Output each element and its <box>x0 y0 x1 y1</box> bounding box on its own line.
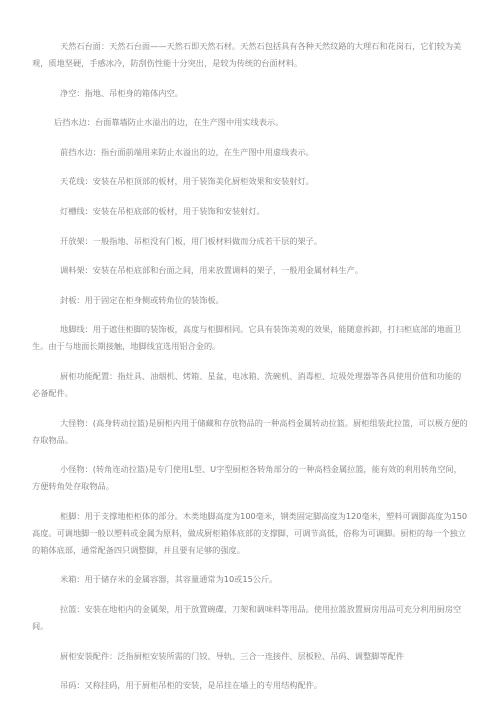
paragraph-kickboard: 地脚线：用于遮住柜脚的装饰板，高度与柜脚相同。它具有装饰美观的效果，能随意拆卸，打扫柜底部的地面卫生。由于与地面长期接触，地脚线宜选用铝合金的。 <box>32 324 462 352</box>
paragraph-front-water-edge: 前挡水边：指台面前端用来防止水溢出的边，在生产图中用虚线表示。 <box>60 146 314 157</box>
paragraph-natural-stone-countertop: 天然石台面：天然石台面——天然石即天然石材。天然石包括具有各种天然纹路的大理石和花岗石，它们较为美观，质地坚硬，手感冰冷，防刮伤性能十分突出，是较为传统的台面材料。 <box>32 41 462 68</box>
paragraph-open-shelf: 开放架：一般指地、吊柜没有门板，用门板材料做而分成若干层的架子。 <box>60 235 323 246</box>
paragraph-big-monster-basket: 大怪物：(高身转动拉篮)是厨柜内用于储藏和存放物品的一种高档金属转动拉篮。厨柜组装此拉篮，可以极方便的存取物品。 <box>32 417 468 445</box>
paragraph-filler-panel: 封板：用于固定在柜身侧或转角位的装饰板。 <box>60 294 224 305</box>
document-page <box>32 38 468 707</box>
paragraph-pull-basket: 拉篮：安装在地柜内的金属架，用于放置碗碟、刀架和调味料等用品。使用拉篮放置厨房用品可充分利用厨房空间。 <box>32 603 462 631</box>
paragraph-rice-box: 米箱：用于储存米的金属容器，其容量通常为10或15公斤。 <box>60 574 278 585</box>
paragraph-rear-water-edge: 后挡水边：台面靠墙防止水溢出的边，在生产图中用实线表示。 <box>54 117 284 128</box>
paragraph-clear-space: 净空：指地、吊柜身的箱体内空。 <box>60 87 183 98</box>
paragraph-ceiling-line: 天花线：安装在吊柜顶部的板材，用于装饰美化厨柜效果和安装射灯。 <box>60 176 314 187</box>
paragraph-installation-hardware: 厨柜安装配件：泛指厨柜安装所需的门铰、导轨、三合一连接件、层板粒、吊码、调整脚等配件 <box>60 650 404 661</box>
paragraph-cabinet-legs: 柜脚：用于支撑地柜柜体的部分。木类地脚高度为100毫米，钢类固定脚高度为120毫米，塑料可调脚高度为150高度。可调地脚一般以塑料或金属为原料，做成厨柜箱体底部的支撑脚，可调节高低，俗称为可调脚。厨柜的每一个独立的箱体底部，通常配备四只调整脚，并且要有足够的强度。 <box>32 510 468 555</box>
paragraph-cabinet-functions: 厨柜功能配置：指灶具、油烟机、烤箱、星盆、电冰箱、洗碗机、消毒柜、垃圾处理器等各具使用价值和功能的必备配件。 <box>32 370 462 398</box>
paragraph-spice-rack: 调料架：安装在吊柜底部和台面之间，用来放置调料的架子，一般用金属材料生产。 <box>60 265 363 276</box>
paragraph-light-trough: 灯槽线：安装在吊柜底部的板材，用于装饰和安装射灯。 <box>60 205 265 216</box>
paragraph-hanging-bracket: 吊码：又称挂码，用于厨柜吊柜的安装，是吊挂在墙上的专用结构配件。 <box>60 680 323 691</box>
paragraph-small-monster-basket: 小怪物：(转角连动拉篮)是专门使用L型、U字型厨柜各转角部分的一种高档金属拉篮，能有效的利用转角空间，方便转角处存取物品。 <box>32 464 462 492</box>
